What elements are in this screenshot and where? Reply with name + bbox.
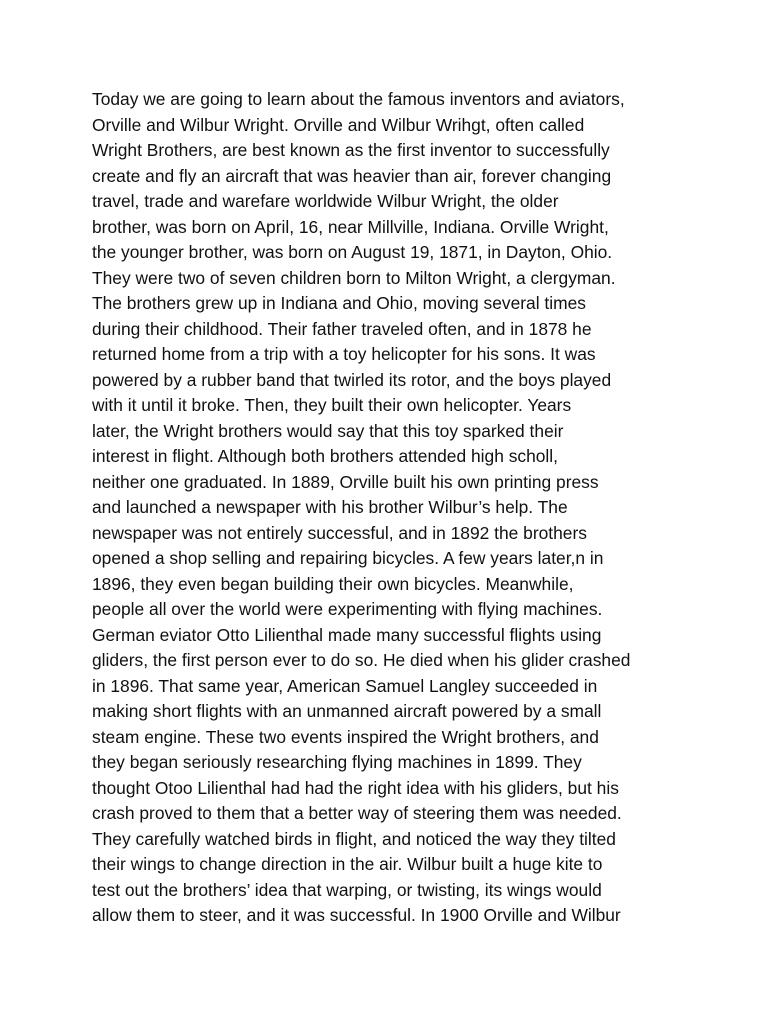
- text-line: and launched a newspaper with his brother Wilbur’s help. The: [92, 497, 568, 517]
- text-line: crash proved to them that a better way of steering them was needed.: [92, 803, 622, 823]
- text-line: opened a shop selling and repairing bicycles. A few years later,n in: [92, 548, 604, 568]
- text-line: the younger brother, was born on August 19, 1871, in Dayton, Ohio.: [92, 242, 613, 262]
- text-line: making short flights with an unmanned aircraft powered by a small: [92, 701, 602, 721]
- text-line: newspaper was not entirely successful, and in 1892 the brothers: [92, 522, 587, 543]
- text-line: The brothers grew up in Indiana and Ohio, moving several times: [92, 293, 586, 313]
- body-text: [92, 87, 692, 929]
- text-line: brother, was born on April, 16, near Millville, Indiana. Orville Wright,: [92, 216, 609, 237]
- text-line: gliders, the first person ever to do so. He died when his glider crashed: [92, 650, 631, 670]
- text-line: returned home from a trip with a toy helicopter for his sons. It was: [92, 344, 596, 364]
- text-line: create and fly an aircraft that was heavier than air, forever changing: [92, 165, 612, 186]
- text-line: thought Otoo Lilienthal had had the right idea with his gliders, but his: [92, 777, 619, 798]
- text-line: their wings to change direction in the air. Wilbur built a huge kite to: [92, 854, 603, 874]
- text-line: interest in flight. Although both brothers attended high scholl,: [92, 446, 558, 466]
- text-line: in 1896. That same year, American Samuel Langley succeeded in: [92, 675, 598, 696]
- text-line: people all over the world were experimenting with flying machines.: [92, 599, 603, 619]
- text-line: Today we are going to learn about the famous inventors and aviators,: [92, 89, 625, 109]
- text-line: during their childhood. Their father traveled often, and in 1878 he: [92, 318, 592, 339]
- text-line: allow them to steer, and it was successful. In 1900 Orville and Wilbur: [92, 905, 621, 925]
- text-line: steam engine. These two events inspired the Wright brothers, and: [92, 726, 599, 747]
- text-line: German eviator Otto Lilienthal made many successful flights using: [92, 624, 602, 645]
- text-line: They were two of seven children born to Milton Wright, a clergyman.: [92, 267, 616, 288]
- text-line: neither one graduated. In 1889, Orville built his own printing press: [92, 471, 599, 492]
- text-line: powered by a rubber band that twirled its rotor, and the boys played: [92, 369, 612, 390]
- text-line: 1896, they even began building their own bicycles. Meanwhile,: [92, 573, 574, 594]
- text-line: they began seriously researching flying machines in 1899. They: [92, 752, 582, 772]
- text-line: Wright Brothers, are best known as the first inventor to successfully: [92, 140, 610, 160]
- text-line: travel, trade and warefare worldwide Wilbur Wright, the older: [92, 191, 559, 211]
- text-line: test out the brothers’ idea that warping, or twisting, its wings would: [92, 879, 602, 900]
- text-line: with it until it broke. Then, they built their own helicopter. Years: [92, 395, 572, 415]
- text-line: They carefully watched birds in flight, and noticed the way they tilted: [92, 828, 616, 849]
- text-line: Orville and Wilbur Wright. Orville and Wilbur Wrihgt, often called: [92, 114, 585, 135]
- text-line: later, the Wright brothers would say that this toy sparked their: [92, 420, 564, 441]
